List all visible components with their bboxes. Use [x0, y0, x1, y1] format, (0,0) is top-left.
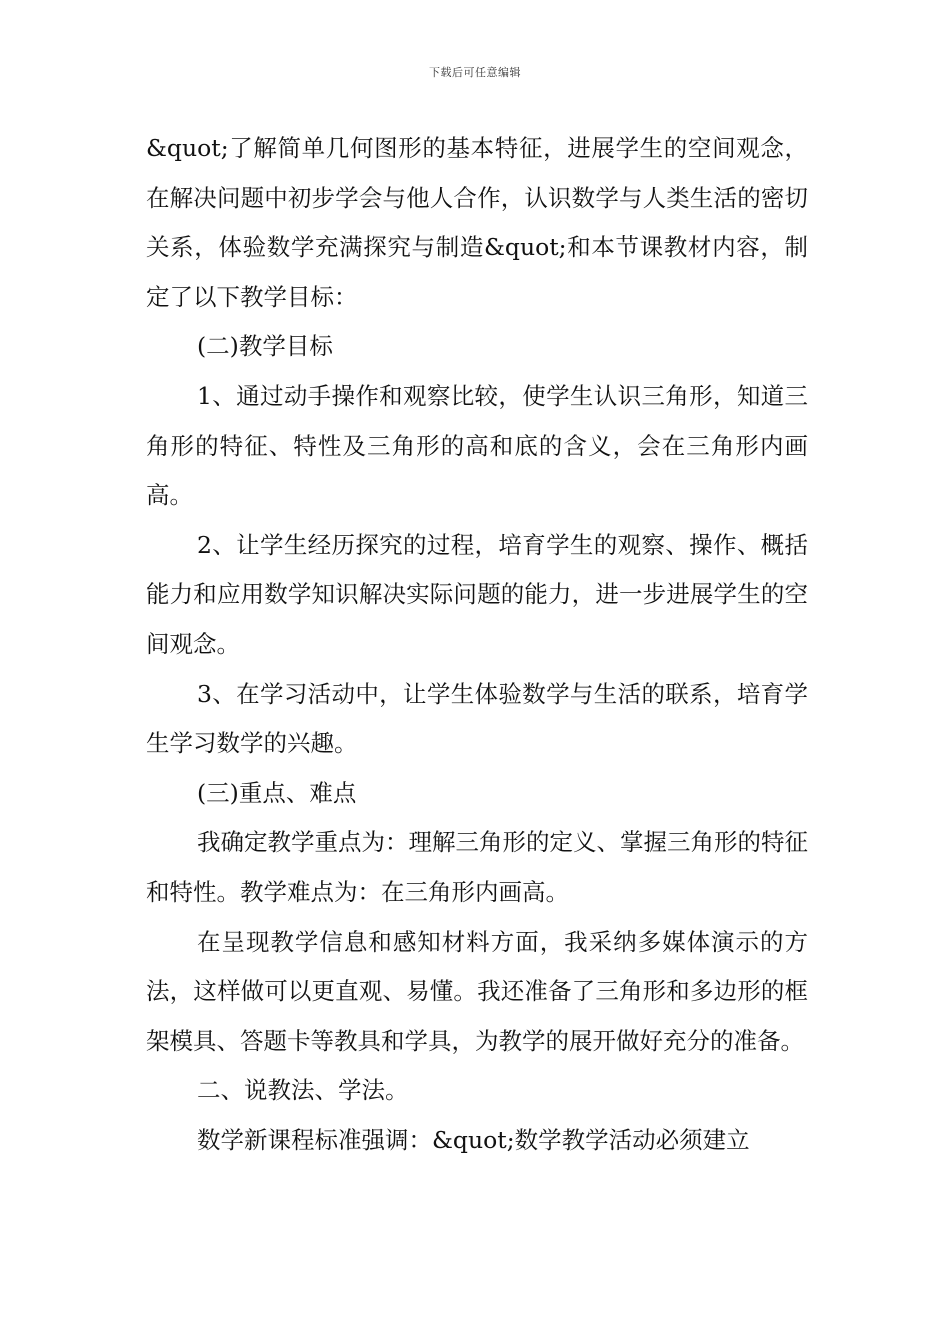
document-body — [146, 124, 808, 1165]
goal-item-1: 1、通过动手操作和观察比较，使学生认识三角形，知道三角形的特征、特性及三角形的高和底的含义，会在三角形内画高。 — [146, 381, 808, 510]
paragraph-1: &quot;了解简单几何图形的基本特征，进展学生的空间观念，在解决问题中初步学会与他人合作，认识数学与人类生活的密切关系，体验数学充满探究与制造&quot;和本节课教材内容，制定了以下教学目标： — [146, 134, 808, 311]
section-heading-methods: 二、说教法、学法。 — [197, 1076, 409, 1105]
materials-paragraph: 在呈现教学信息和感知材料方面，我采纳多媒体演示的方法，这样做可以更直观、易懂。我还准备了三角形和多边形的框架模具、答题卡等教具和学具，为教学的展开做好充分的准备。 — [146, 927, 808, 1055]
section-heading-key-points: (三)重点、难点 — [197, 778, 357, 807]
page-header: 下载后可任意编辑 — [429, 66, 521, 79]
goal-item-3: 3、在学习活动中，让学生体验数学与生活的联系，培育学生学习数学的兴趣。 — [146, 679, 808, 758]
key-points-paragraph: 我确定教学重点为：理解三角形的定义、掌握三角形的特征和特性。教学难点为：在三角形内画高。 — [146, 828, 808, 906]
curriculum-paragraph: 数学新课程标准强调：&quot;数学教学活动必须建立 — [197, 1125, 750, 1154]
goal-item-2: 2、让学生经历探究的过程，培育学生的观察、操作、概括能力和应用数学知识解决实际问题的能力，进一步进展学生的空间观念。 — [146, 530, 808, 658]
section-heading-teaching-goals: (二)教学目标 — [197, 332, 333, 361]
